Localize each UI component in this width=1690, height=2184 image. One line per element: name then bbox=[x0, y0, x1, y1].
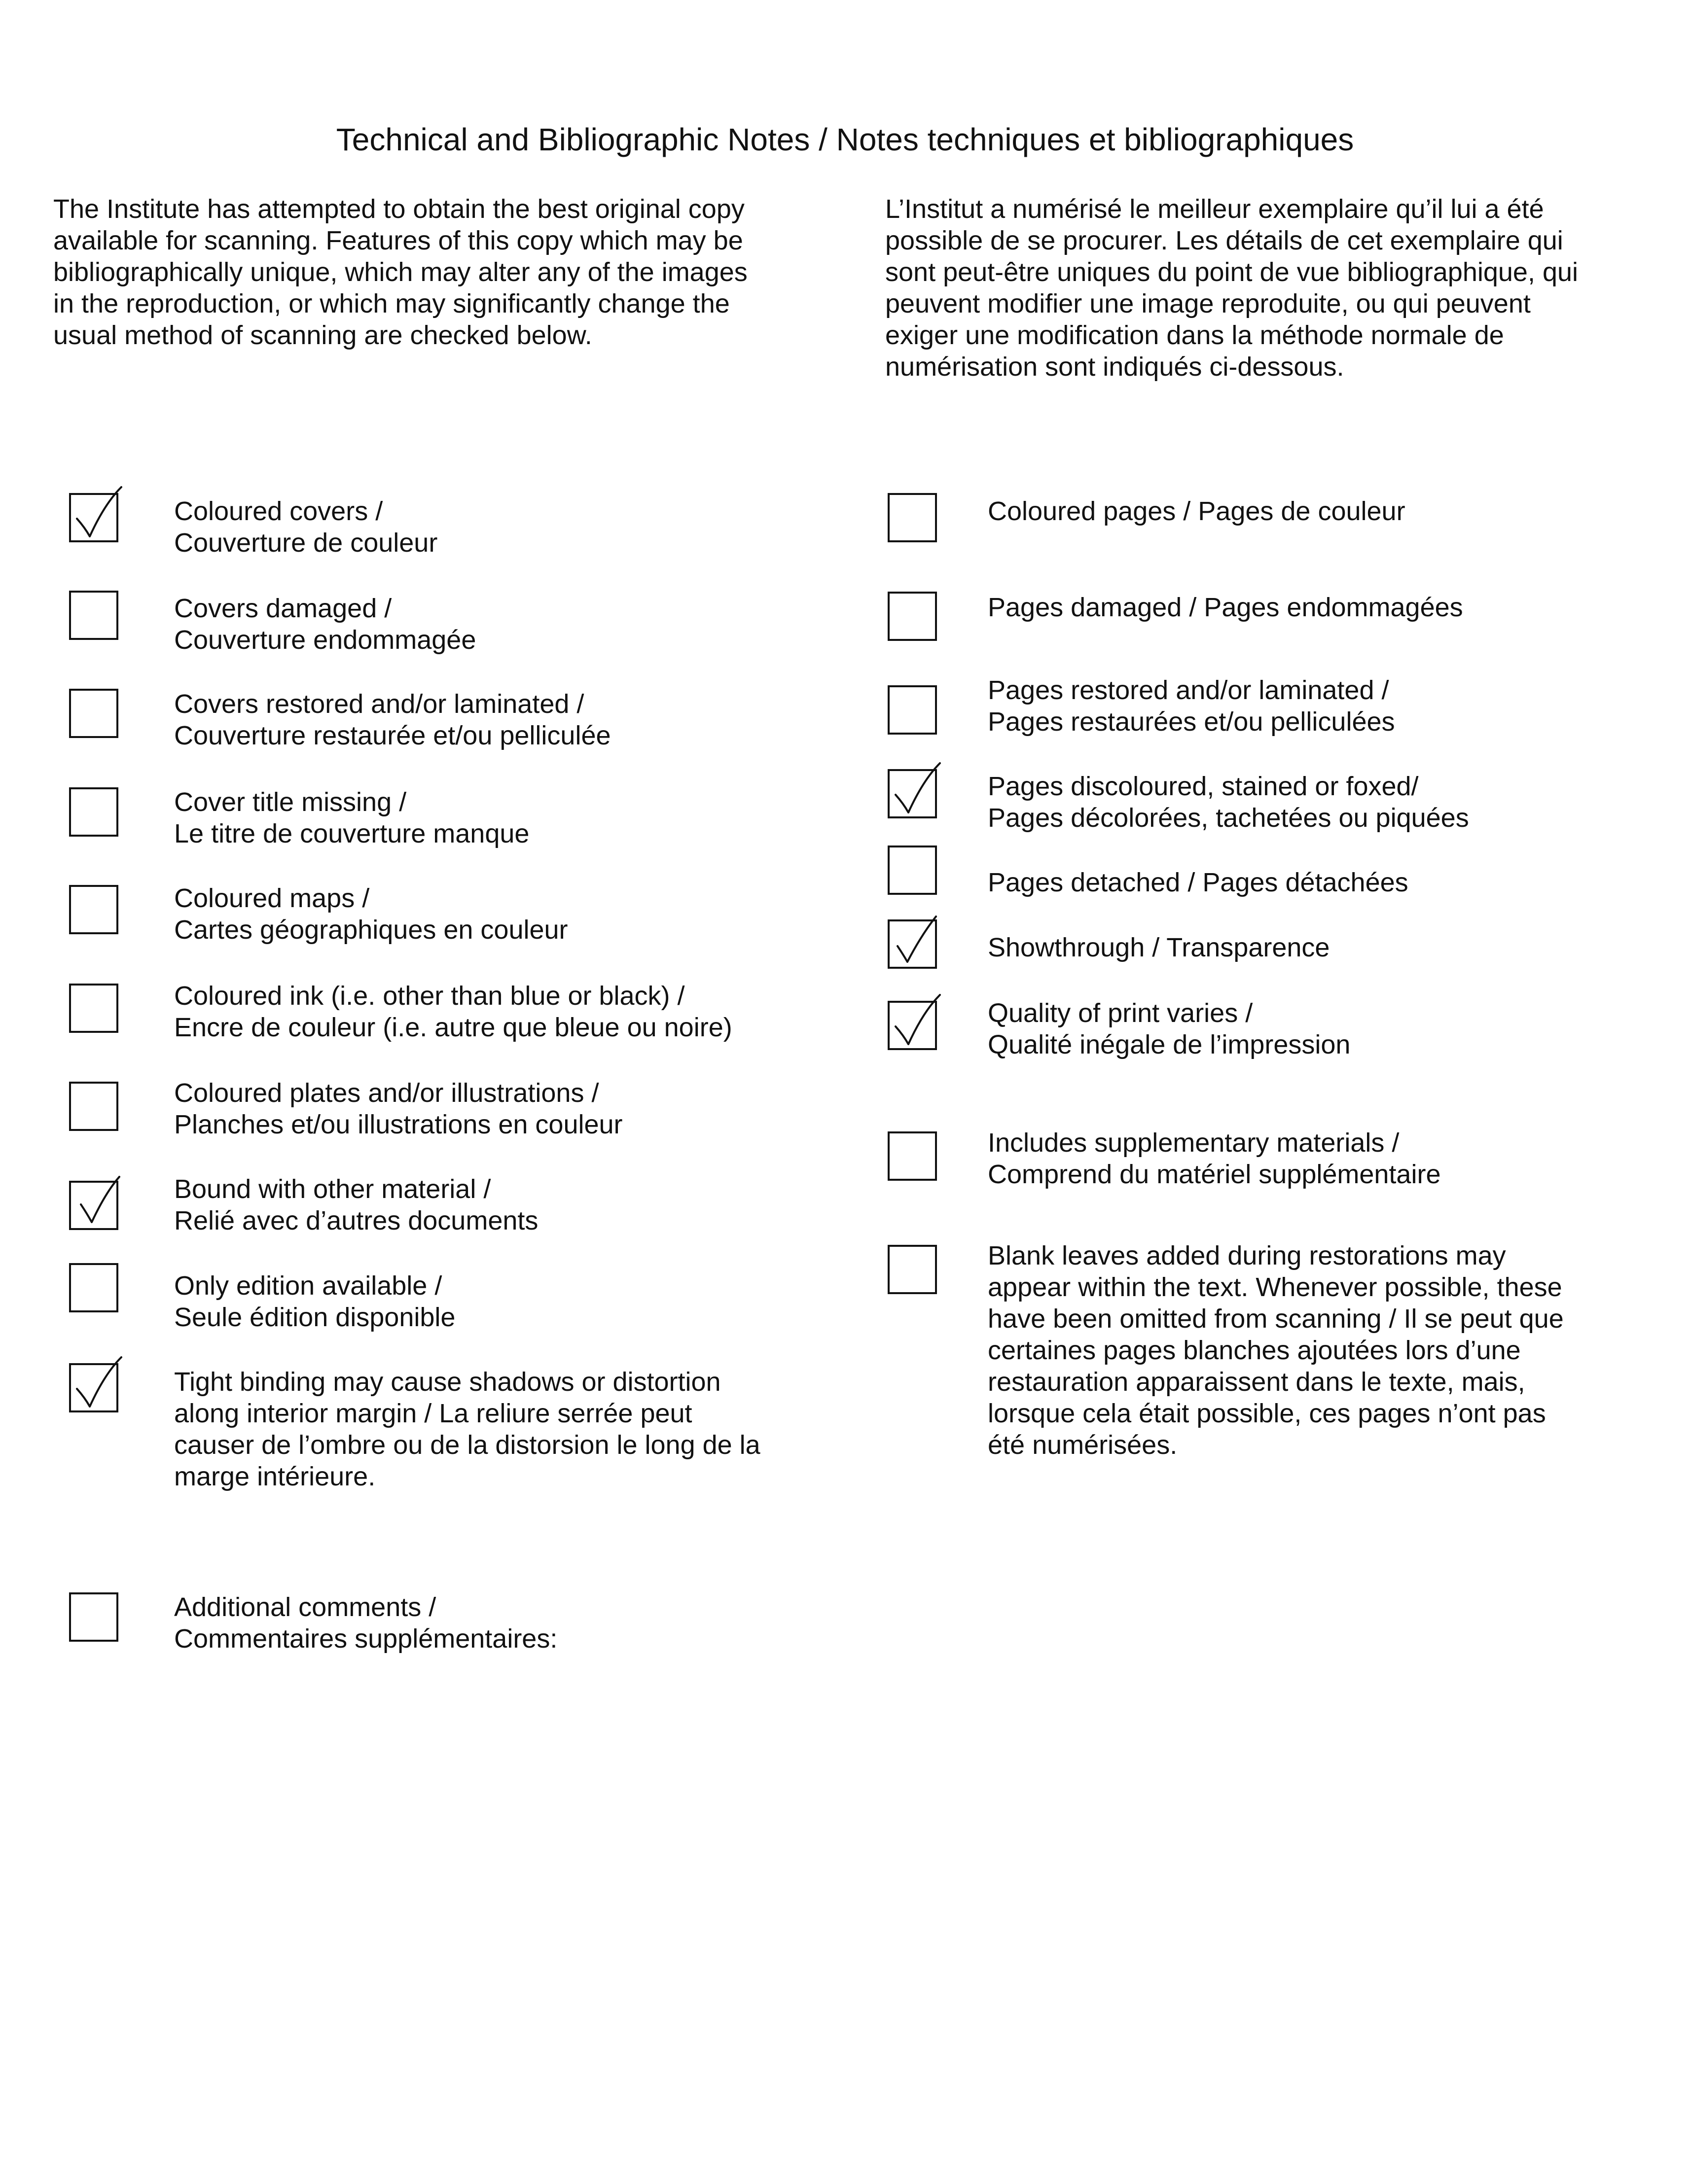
label-line: Covers restored and/or laminated / bbox=[174, 689, 584, 719]
label-line: Coloured covers / bbox=[174, 496, 383, 526]
label-line: Comprend du matériel supplémentaire bbox=[988, 1160, 1441, 1189]
label-line: along interior margin / La reliure serrée peut bbox=[174, 1399, 692, 1428]
left-item-label-9 bbox=[174, 1270, 815, 1333]
left-item-label-11 bbox=[174, 1591, 815, 1655]
label-line: Qualité inégale de l’impression bbox=[988, 1030, 1351, 1059]
checkmark-icon bbox=[885, 760, 944, 822]
checkmark-icon bbox=[66, 484, 125, 546]
intro-line: peuvent modifier une image reproduite, ou qui peuvent bbox=[885, 289, 1531, 318]
right-item-label-7 bbox=[988, 997, 1668, 1060]
right-checkbox-9[interactable] bbox=[888, 1245, 937, 1294]
left-checkbox-1[interactable] bbox=[69, 493, 118, 542]
label-line: Coloured maps / bbox=[174, 883, 370, 913]
label-line: Couverture endommagée bbox=[174, 625, 476, 655]
right-checkbox-5[interactable] bbox=[888, 845, 937, 895]
label-line: Encre de couleur (i.e. autre que bleue ou noire) bbox=[174, 1013, 732, 1042]
intro-line: bibliographically unique, which may alter any of the images bbox=[53, 257, 748, 287]
right-checkbox-1[interactable] bbox=[888, 493, 937, 542]
intro-line: usual method of scanning are checked below. bbox=[53, 320, 592, 350]
right-checkbox-2[interactable] bbox=[888, 592, 937, 641]
label-line: Commentaires supplémentaires: bbox=[174, 1624, 558, 1654]
left-item-label-10 bbox=[174, 1366, 815, 1492]
label-line: certaines pages blanches ajoutées lors d’une bbox=[988, 1336, 1521, 1365]
label-line: Additional comments / bbox=[174, 1592, 436, 1622]
intro-line: possible de se procurer. Les détails de cet exemplaire qui bbox=[885, 226, 1563, 255]
label-line: Couverture de couleur bbox=[174, 528, 438, 558]
left-checkbox-7[interactable] bbox=[69, 1082, 118, 1131]
label-line: restauration apparaissent dans le texte, mais, bbox=[988, 1367, 1525, 1397]
label-line: Only edition available / bbox=[174, 1271, 442, 1301]
label-line: Relié avec d’autres documents bbox=[174, 1206, 539, 1235]
left-item-label-1 bbox=[174, 495, 815, 559]
label-line: Cover title missing / bbox=[174, 787, 407, 817]
intro-line: L’Institut a numérisé le meilleur exemplaire qu’il lui a été bbox=[885, 194, 1544, 224]
label-line: Includes supplementary materials / bbox=[988, 1128, 1400, 1158]
intro-line: numérisation sont indiqués ci-dessous. bbox=[885, 352, 1344, 382]
right-item-label-2 bbox=[988, 592, 1668, 623]
intro-english bbox=[53, 193, 803, 351]
intro-line: in the reproduction, or which may significantly change the bbox=[53, 289, 730, 318]
checkmark-icon bbox=[885, 992, 944, 1054]
label-line: Planches et/ou illustrations en couleur bbox=[174, 1110, 623, 1139]
label-line: Pages damaged / Pages endommagées bbox=[988, 593, 1463, 622]
checkmark-icon bbox=[66, 1354, 125, 1416]
label-line: Showthrough / Transparence bbox=[988, 933, 1330, 962]
left-item-label-8 bbox=[174, 1173, 815, 1236]
right-checkbox-3[interactable] bbox=[888, 685, 937, 735]
intro-french bbox=[885, 193, 1654, 383]
left-item-label-5 bbox=[174, 882, 815, 946]
label-line: été numérisées. bbox=[988, 1430, 1178, 1460]
right-item-label-5 bbox=[988, 867, 1668, 898]
right-item-label-4 bbox=[988, 771, 1668, 834]
label-line: Cartes géographiques en couleur bbox=[174, 915, 568, 945]
label-line: Coloured ink (i.e. other than blue or black) / bbox=[174, 981, 685, 1011]
label-line: Covers damaged / bbox=[174, 594, 392, 623]
left-checkbox-6[interactable] bbox=[69, 984, 118, 1033]
label-line: lorsque cela était possible, ces pages n’ont pas bbox=[988, 1399, 1546, 1428]
page-title: Technical and Bibliographic Notes / Notes techniques et bibliographiques bbox=[336, 122, 1354, 157]
label-line: Coloured plates and/or illustrations / bbox=[174, 1078, 599, 1108]
left-checkbox-4[interactable] bbox=[69, 787, 118, 837]
right-item-label-9 bbox=[988, 1240, 1668, 1461]
label-line: Pages décolorées, tachetées ou piquées bbox=[988, 803, 1469, 833]
left-item-label-3 bbox=[174, 688, 815, 751]
label-line: Pages discoloured, stained or foxed/ bbox=[988, 772, 1419, 801]
intro-line: available for scanning. Features of this copy which may be bbox=[53, 226, 743, 255]
left-item-label-2 bbox=[174, 593, 815, 656]
left-checkbox-11[interactable] bbox=[69, 1592, 118, 1642]
left-item-label-4 bbox=[174, 786, 815, 849]
right-item-label-1 bbox=[988, 495, 1668, 527]
label-line: Le titre de couverture manque bbox=[174, 819, 530, 848]
label-line: Tight binding may cause shadows or distortion bbox=[174, 1367, 721, 1397]
intro-line: sont peut-être uniques du point de vue bibliographique, qui bbox=[885, 257, 1579, 287]
left-checkbox-2[interactable] bbox=[69, 591, 118, 640]
right-checkbox-8[interactable] bbox=[888, 1131, 937, 1181]
label-line: Couverture restaurée et/ou pelliculée bbox=[174, 721, 611, 750]
label-line: Seule édition disponible bbox=[174, 1303, 456, 1332]
right-item-label-3 bbox=[988, 674, 1668, 738]
intro-line: The Institute has attempted to obtain the best original copy bbox=[53, 194, 745, 224]
label-line: Bound with other material / bbox=[174, 1174, 491, 1204]
label-line: Pages restored and/or laminated / bbox=[988, 675, 1389, 705]
label-line: marge intérieure. bbox=[174, 1462, 376, 1491]
left-checkbox-3[interactable] bbox=[69, 689, 118, 738]
left-checkbox-9[interactable] bbox=[69, 1263, 118, 1312]
label-line: Coloured pages / Pages de couleur bbox=[988, 496, 1405, 526]
label-line: Quality of print varies / bbox=[988, 998, 1253, 1028]
label-line: appear within the text. Whenever possible, these bbox=[988, 1272, 1562, 1302]
left-item-label-6 bbox=[174, 980, 815, 1043]
right-checkbox-4[interactable] bbox=[888, 769, 937, 818]
right-item-label-6 bbox=[988, 932, 1668, 963]
checkmark-icon bbox=[66, 1172, 125, 1233]
left-checkbox-5[interactable] bbox=[69, 885, 118, 934]
left-checkbox-10[interactable] bbox=[69, 1363, 118, 1412]
label-line: causer de l’ombre ou de la distorsion le long de la bbox=[174, 1430, 760, 1460]
left-item-label-7 bbox=[174, 1077, 815, 1140]
label-line: Pages detached / Pages détachées bbox=[988, 868, 1408, 897]
right-item-label-8 bbox=[988, 1127, 1668, 1190]
intro-line: exiger une modification dans la méthode normale de bbox=[885, 320, 1504, 350]
label-line: Blank leaves added during restorations may bbox=[988, 1241, 1506, 1270]
checkmark-icon bbox=[885, 911, 944, 972]
right-checkbox-6[interactable] bbox=[888, 919, 937, 969]
label-line: have been omitted from scanning / Il se peut que bbox=[988, 1304, 1564, 1334]
right-checkbox-7[interactable] bbox=[888, 1001, 937, 1050]
label-line: Pages restaurées et/ou pelliculées bbox=[988, 707, 1395, 737]
left-checkbox-8[interactable] bbox=[69, 1181, 118, 1230]
